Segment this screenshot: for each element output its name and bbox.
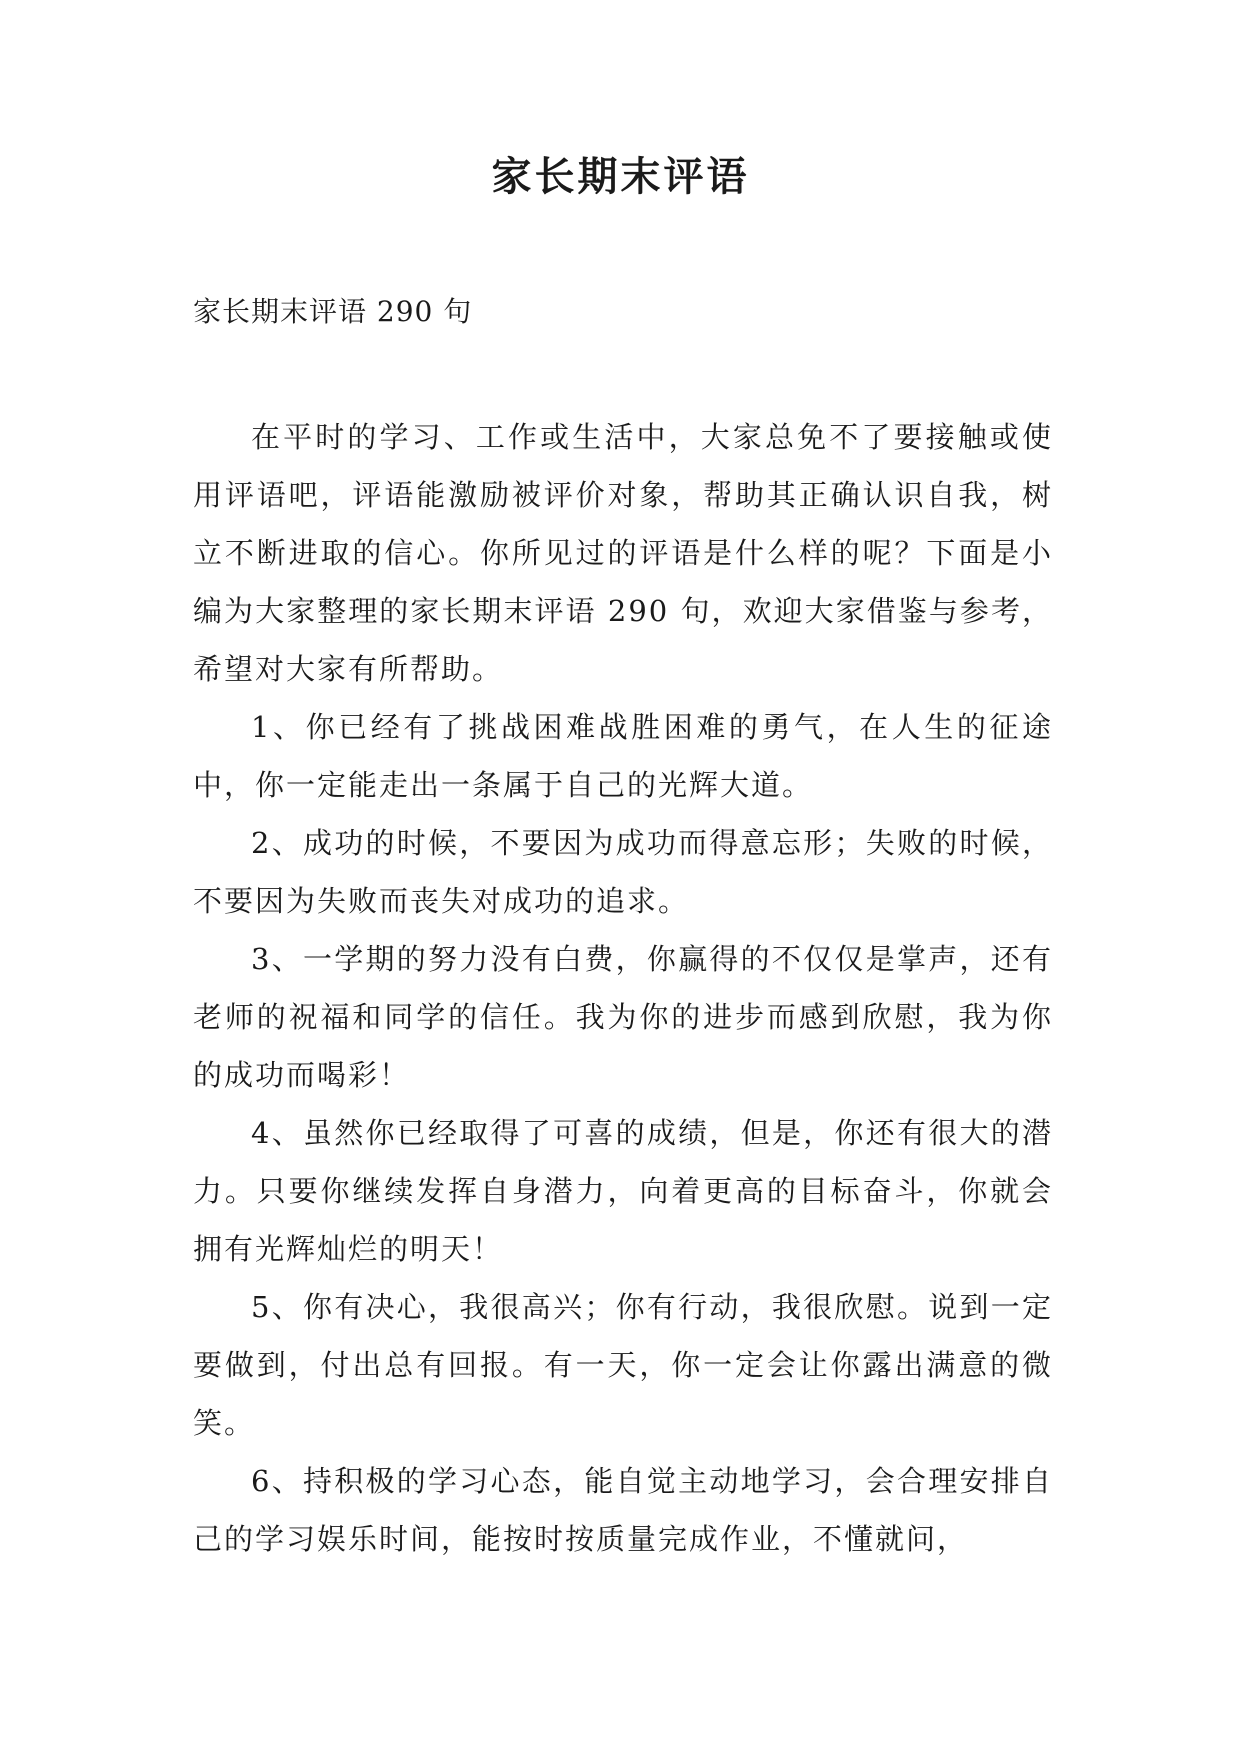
document-subtitle: 家长期末评语 290 句 (193, 295, 473, 328)
intro-paragraph: 在平时的学习、工作或生活中，大家总免不了要接触或使用评语吧，评语能激励被评价对象，帮助其正确认识自我，树立不断进取的信心。你所见过的评语是什么样的呢？下面是小编为大家整理的家长期末评语 290 句，欢迎大家借鉴与参考，希望对大家有所帮助。 (193, 420, 1053, 686)
comment-item-5: 5、你有决心，我很高兴；你有行动，我很欣慰。说到一定要做到，付出总有回报。有一天，你一定会让你露出满意的微笑。 (193, 1290, 1053, 1440)
comment-item-6: 6、持积极的学习心态，能自觉主动地学习，会合理安排自己的学习娱乐时间，能按时按质量完成作业，不懂就问， (193, 1464, 1053, 1556)
document-title: 家长期末评语 (491, 153, 750, 200)
comment-item-3: 3、一学期的努力没有白费，你赢得的不仅仅是掌声，还有老师的祝福和同学的信任。我为你的进步而感到欣慰，我为你的成功而喝彩！ (193, 942, 1053, 1092)
comment-item-1: 1、你已经有了挑战困难战胜困难的勇气，在人生的征途中，你一定能走出一条属于自己的光辉大道。 (193, 710, 1053, 802)
document-body (193, 408, 1053, 1568)
comment-item-4: 4、虽然你已经取得了可喜的成绩，但是，你还有很大的潜力。只要你继续发挥自身潜力，向着更高的目标奋斗，你就会拥有光辉灿烂的明天！ (193, 1116, 1053, 1266)
comment-item-2: 2、成功的时候，不要因为成功而得意忘形；失败的时候，不要因为失败而丧失对成功的追求。 (193, 826, 1053, 918)
